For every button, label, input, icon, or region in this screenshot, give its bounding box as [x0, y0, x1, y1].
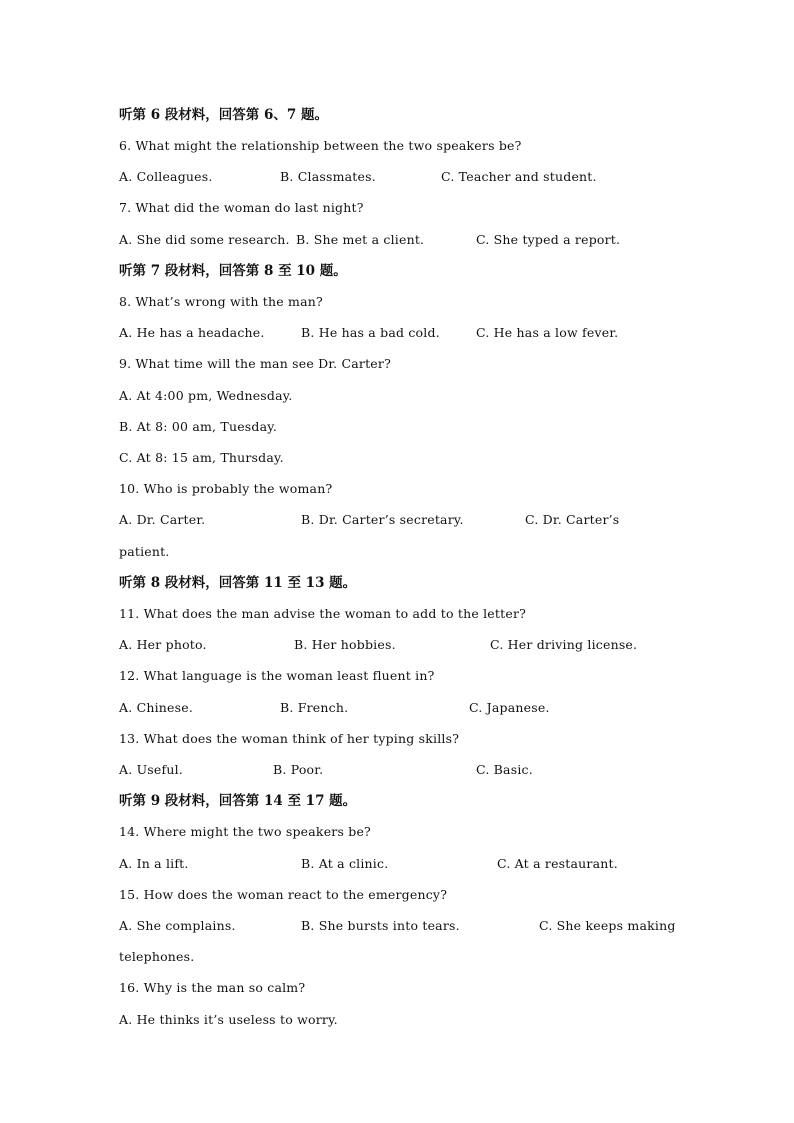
- option-c: C. Dr. Carter’s: [525, 512, 620, 527]
- option-c: C. Teacher and student.: [441, 169, 597, 184]
- option-a: A. Dr. Carter.: [119, 512, 206, 527]
- option-a: A. She complains.: [119, 918, 236, 933]
- option-c: C. Her driving license.: [490, 637, 638, 652]
- question-text: 14. Where might the two speakers be?: [119, 824, 371, 839]
- option-a: A. Her photo.: [119, 637, 207, 652]
- option-a: A. In a lift.: [119, 856, 189, 871]
- option-b: B. Dr. Carter’s secretary.: [301, 512, 464, 527]
- option-b: B. She met a client.: [296, 232, 425, 247]
- option-a: A. Chinese.: [119, 700, 194, 715]
- option-a: A. Colleagues.: [119, 169, 213, 184]
- question-text: 15. How does the woman react to the emergency?: [119, 887, 448, 902]
- option-c: C. He has a low fever.: [476, 325, 619, 340]
- question-text: 6. What might the relationship between the two speakers be?: [119, 138, 522, 153]
- question-text: 13. What does the woman think of her typing skills?: [119, 731, 460, 746]
- option-c-continued: telephones.: [119, 949, 195, 964]
- section-heading: 听第 6 段材料，回答第 6、7 题。: [119, 107, 328, 123]
- option-a: A. He has a headache.: [119, 325, 265, 340]
- option-b: B. At 8: 00 am, Tuesday.: [119, 419, 278, 434]
- section-heading: 听第 7 段材料，回答第 8 至 10 题。: [119, 263, 347, 279]
- question-text: 8. What’s wrong with the man?: [119, 294, 323, 309]
- option-b: B. Poor.: [273, 762, 324, 777]
- question-text: 9. What time will the man see Dr. Carter?: [119, 356, 391, 371]
- option-b: B. French.: [280, 700, 349, 715]
- question-text: 12. What language is the woman least fluent in?: [119, 668, 435, 683]
- option-c-continued: patient.: [119, 544, 170, 559]
- option-a: A. He thinks it’s useless to worry.: [119, 1012, 338, 1027]
- question-text: 16. Why is the man so calm?: [119, 980, 306, 995]
- option-b: B. At a clinic.: [301, 856, 389, 871]
- option-c: C. At a restaurant.: [497, 856, 618, 871]
- option-a: A. She did some research.: [119, 232, 290, 247]
- question-text: 7. What did the woman do last night?: [119, 200, 364, 215]
- option-b: B. He has a bad cold.: [301, 325, 440, 340]
- question-text: 11. What does the man advise the woman to add to the letter?: [119, 606, 527, 621]
- option-c: C. At 8: 15 am, Thursday.: [119, 450, 284, 465]
- option-b: B. She bursts into tears.: [301, 918, 460, 933]
- section-heading: 听第 8 段材料，回答第 11 至 13 题。: [119, 575, 357, 591]
- option-b: B. Classmates.: [280, 169, 376, 184]
- question-text: 10. Who is probably the woman?: [119, 481, 333, 496]
- option-c: C. Japanese.: [469, 700, 550, 715]
- option-c: C. Basic.: [476, 762, 533, 777]
- option-b: B. Her hobbies.: [294, 637, 396, 652]
- option-c: C. She keeps making: [539, 918, 676, 933]
- option-a: A. At 4:00 pm, Wednesday.: [119, 388, 293, 403]
- option-a: A. Useful.: [119, 762, 183, 777]
- section-heading: 听第 9 段材料，回答第 14 至 17 题。: [119, 793, 357, 809]
- option-c: C. She typed a report.: [476, 232, 621, 247]
